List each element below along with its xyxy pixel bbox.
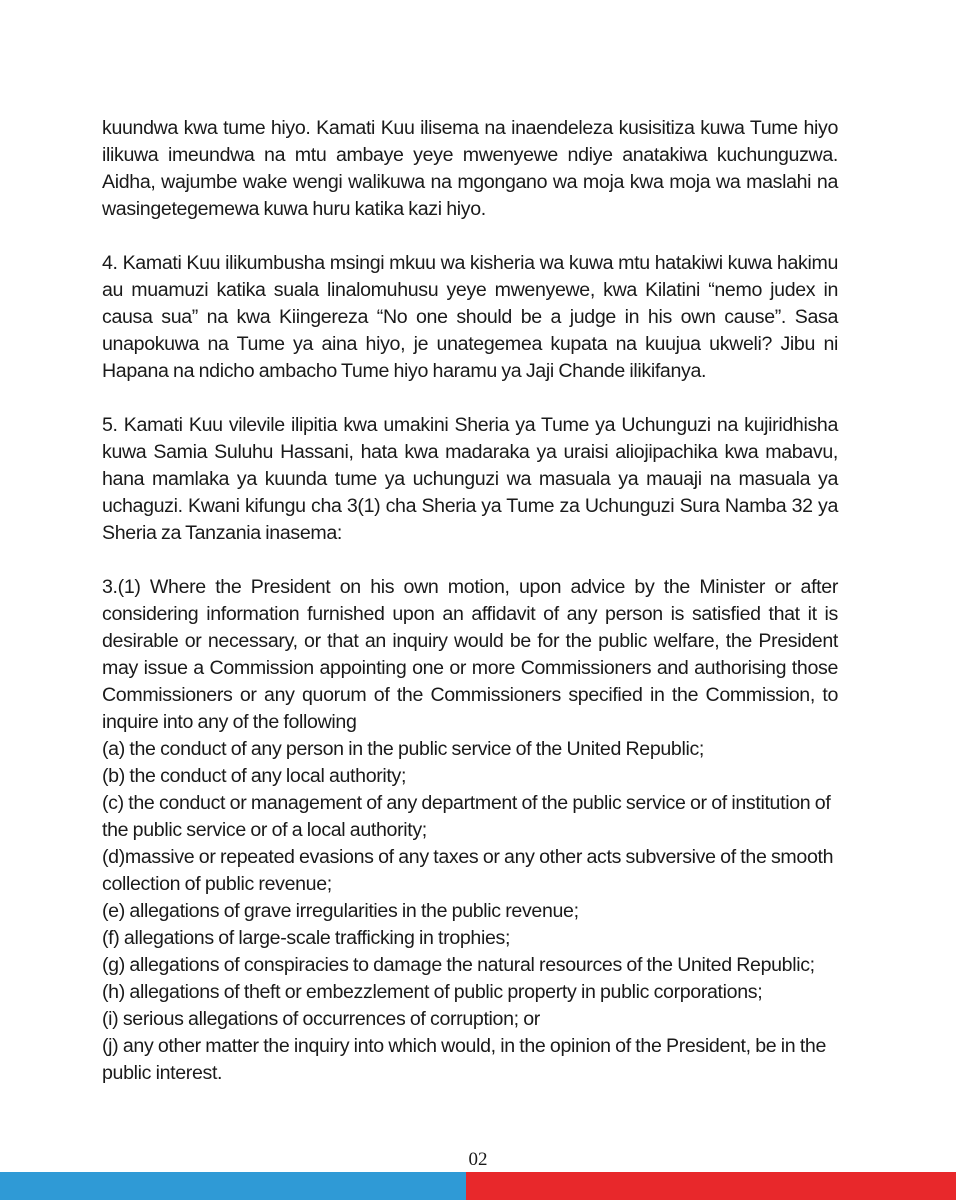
paragraph-5: 5. Kamati Kuu vilevile ilipitia kwa umakini Sheria ya Tume ya Uchunguzi na kujiridhisha kuwa Samia Suluhu Hassani, hata kwa madaraka ya uraisi aliojipachika kwa mabavu, hana mamlaka ya kuunda tume ya uchunguzi wa masuala ya mauaji na masuala ya uchaguzi. Kwani kifungu cha 3(1) cha Sheria ya Tume za Uchunguzi Sura Namba 32 ya Sheria za Tanzania inasema: — [102, 414, 838, 544]
paragraph-4: 4. Kamati Kuu ilikumbusha msingi mkuu wa kisheria wa kuwa mtu hatakiwi kuwa hakimu au muamuzi katika suala linalomuhusu yeye mwenyewe, kwa Kilatini “nemo judex in causa sua” na kwa Kiingereza “No one should be a judge in his own cause”. Sasa unapokuwa na Tume ya aina hiyo, je unategemea kupata na kuujua ukweli? Jibu ni Hapana na ndicho ambacho Tume hiyo haramu ya Jaji Chande ilikifanya. — [102, 252, 838, 382]
footer-blue-stripe — [0, 1172, 466, 1200]
list-item: (a) the conduct of any person in the public service of the United Republic; — [102, 738, 705, 760]
document-body — [102, 115, 838, 1087]
paragraph-continuation: kuundwa kwa tume hiyo. Kamati Kuu ilisema na inaendeleza kusisitiza kuwa Tume hiyo ilikuwa imeundwa na mtu ambaye yeye mwenyewe ndiye anatakiwa kuchunguzwa. Aidha, wajumbe wake wengi walikuwa na mgongano wa moja kwa moja wa maslahi na wasingetegemewa kuwa huru katika kazi hiyo. — [102, 117, 838, 220]
footer-color-bar — [0, 1172, 956, 1200]
footer-red-stripe — [466, 1172, 956, 1200]
list-item: (g) allegations of conspiracies to damage the natural resources of the United Republic; — [102, 954, 815, 976]
list-item: (d)massive or repeated evasions of any taxes or any other acts subversive of the smooth collection of public revenue; — [102, 846, 834, 895]
list-item: (i) serious allegations of occurrences of corruption; or — [102, 1008, 540, 1030]
list-item: (c) the conduct or management of any department of the public service or of institution of the public service or of a local authority; — [102, 792, 831, 841]
list-item: (h) allegations of theft or embezzlement of public property in public corporations; — [102, 981, 763, 1003]
quote-intro: 3.(1) Where the President on his own motion, upon advice by the Minister or after considering information furnished upon an affidavit of any person is satisfied that it is desirable or necessary, or that an inquiry would be for the public welfare, the President may issue a Commission appointing one or more Commissioners and authorising those Commissioners or any quorum of the Commissioners specified in the Commission, to inquire into any of the following — [102, 576, 838, 733]
legal-quote — [102, 574, 838, 1087]
list-item: (b) the conduct of any local authority; — [102, 765, 407, 787]
page-number: 02 — [468, 1149, 488, 1170]
quote-items-list — [102, 736, 838, 1087]
list-item: (f) allegations of large-scale trafficking in trophies; — [102, 927, 511, 949]
list-item: (e) allegations of grave irregularities in the public revenue; — [102, 900, 579, 922]
list-item: (j) any other matter the inquiry into which would, in the opinion of the President, be in the public interest. — [102, 1035, 827, 1084]
